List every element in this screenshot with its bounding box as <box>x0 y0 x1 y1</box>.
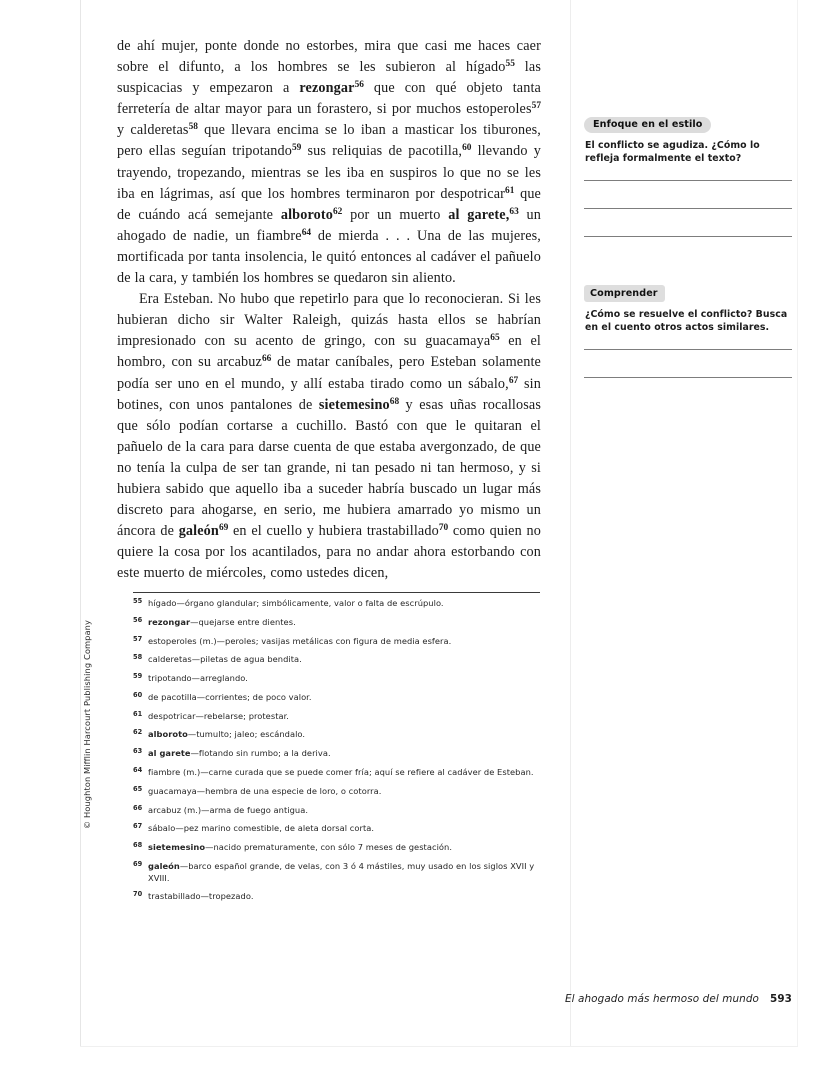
footnote-item <box>133 598 545 610</box>
glossary-term: rezongar <box>299 80 355 97</box>
footnote-definition: —arma de fuego antigua. <box>201 804 308 815</box>
page-number: 593 <box>769 993 792 1005</box>
footnote-definition: —piletas de agua bendita. <box>191 654 302 665</box>
footnote-definition: —hembra de una especie de loro, o cotorra. <box>196 785 382 796</box>
footnote-item <box>133 729 545 741</box>
answer-line[interactable] <box>584 180 792 181</box>
answer-line[interactable] <box>584 236 792 237</box>
footnote-definition: —pez marino comestible, de aleta dorsal corta. <box>175 823 375 834</box>
footnote-number: 55 <box>133 597 143 605</box>
footnote-item <box>133 891 545 903</box>
footnote-marker: 55 <box>505 59 515 70</box>
footnote-item <box>133 673 545 685</box>
footnote-number: 64 <box>133 766 143 775</box>
footnote-number: 59 <box>133 672 143 681</box>
footnote-item <box>133 636 545 648</box>
footnote-marker: 65 <box>490 333 500 344</box>
footnote-number: 58 <box>133 653 143 662</box>
footnote-definition: —tumulto; jaleo; escándalo. <box>187 729 306 740</box>
footnote-definition: —carne curada que se puede comer fría; aquí se refiere al cadáver de Esteban. <box>200 767 534 778</box>
footnote-number: 56 <box>133 615 143 624</box>
sidebar-box-comprender <box>584 281 792 378</box>
footnote-number: 68 <box>133 841 143 850</box>
footnote-item <box>133 692 545 704</box>
footnote-number: 65 <box>133 784 143 793</box>
footnote-number: 62 <box>133 728 143 737</box>
sidebar-box-enfoque-en-el-estilo <box>584 112 792 237</box>
answer-line[interactable] <box>584 349 792 350</box>
column-divider-rule <box>570 0 571 1046</box>
footnote-marker: 67 <box>508 375 519 386</box>
footnote-term: calderetas <box>148 654 192 665</box>
sidebar-prompt-text: El conflicto se agudiza. ¿Cómo lo refleja formalmente el texto? <box>585 140 760 165</box>
footnote-marker: 57 <box>531 101 541 112</box>
footnote-term: de pacotilla <box>148 691 197 702</box>
footnote-definition: —barco español grande, de velas, con 3 ó 4 mástiles, muy usado en los siglos XVII y XVIII. <box>148 860 535 883</box>
footnote-marker: 60 <box>462 143 472 154</box>
footnote-definition: —flotando sin rumbo; a la deriva. <box>190 748 331 759</box>
footer-story-title: El ahogado más hermoso del mundo <box>564 993 759 1005</box>
copyright-notice: © Houghton Mifflin Harcourt Publishing Company <box>82 620 92 830</box>
footnote-definition: —tropezado. <box>200 891 254 902</box>
footnote-term: galeón <box>148 860 180 871</box>
footnote-item <box>133 767 545 779</box>
footnote-marker: 56 <box>354 80 364 91</box>
footnote-marker: 69 <box>218 523 229 534</box>
answer-lines[interactable] <box>584 180 792 237</box>
body-paragraph: de ahí mujer, ponte donde no estorbes, mira que casi me haces caer sobre el difunto, a los hombres se les subieron al hígado$^{55}$ las suspicacias y empezaron a rezongar$^{56}$ que con qué objeto tanta ferretería de altar mayor para un forastero, si por muchos estoperoles$^{57}$ y calderetas$^{58}$ que llevara encima se lo iban a masticar los tiburones, pero ellas seguían tripotando$^{59}$ sus reliquias de pacotilla,$^{60}$ llevando y trayendo, tropezando, mientras se les iba en suspiros lo que no se les iba en lágrimas, así que los hombres terminaron por despotricar$^{61}$ que de cuándo acá semejante alboroto$^{62}$ por un muerto al garete,$^{63}$ un ahogado de nadie, un fiambre$^{64}$ de mierda . . . Una de las mujeres, mortificada por tanta insolencia, le quitó entonces al cadáver el pañuelo de la cara, y también los hombres se quedaron sin aliento. <box>117 38 541 287</box>
glossary-term: galeón <box>178 523 219 540</box>
footnote-marker: 61 <box>505 185 515 196</box>
footnote-definition: —arreglando. <box>191 673 248 684</box>
glossary-term: alboroto <box>280 206 333 223</box>
answer-lines[interactable] <box>584 349 792 378</box>
footnote-marker: 59 <box>292 143 302 154</box>
answer-line[interactable] <box>584 208 792 209</box>
sidebar-heading: Enfoque en el estilo <box>584 117 711 134</box>
footnote-marker: 62 <box>332 206 343 217</box>
footnote-term: sábalo <box>148 823 176 834</box>
footnote-number: 57 <box>133 634 143 643</box>
footnote-definition: —corrientes; de poco valor. <box>196 691 312 702</box>
sidebar-question-panel <box>584 112 792 378</box>
page-gutter-rule-left <box>80 0 81 1046</box>
footnote-marker: 63 <box>509 206 519 217</box>
footnote-marker: 64 <box>301 227 312 238</box>
footnote-marker: 68 <box>389 396 400 407</box>
footnote-term: alboroto <box>148 729 188 740</box>
footnote-item <box>133 748 545 760</box>
main-text-column <box>117 36 541 584</box>
footnote-number: 63 <box>133 747 143 756</box>
footnote-term: arcabuz (m.) <box>148 804 202 815</box>
footnote-number: 67 <box>133 822 143 831</box>
footnote-term: estoperoles (m.) <box>148 635 217 646</box>
glossary-term: sietemesino <box>318 396 390 413</box>
footnote-number: 60 <box>133 690 143 699</box>
sidebar-prompt-text: ¿Cómo se resuelve el conflicto? Busca en el cuento otros actos similares. <box>585 308 788 334</box>
footnote-separator-rule <box>133 592 540 593</box>
footnote-term: rezongar <box>148 616 191 627</box>
footnote-item <box>133 805 545 817</box>
page-edge-rule-right <box>797 0 798 1046</box>
footnote-item <box>133 823 545 835</box>
footnote-term: guacamaya <box>148 785 197 796</box>
page-footer <box>420 993 792 1005</box>
footnote-definition: —quejarse entre dientes. <box>190 616 296 627</box>
footnote-term: sietemesino <box>148 842 206 853</box>
footnote-item <box>133 861 545 884</box>
footnote-definition: —rebelarse; protestar. <box>195 710 289 721</box>
footnote-item <box>133 617 545 629</box>
footnote-term: fiambre (m.) <box>148 767 201 778</box>
footnote-marker: 70 <box>438 523 449 534</box>
footnote-number: 66 <box>133 803 143 812</box>
glossary-term: al garete, <box>448 206 510 223</box>
footnote-number: 61 <box>133 709 143 718</box>
sidebar-heading: Comprender <box>584 285 665 302</box>
footnote-marker: 66 <box>261 354 272 365</box>
footnote-term: tripotando <box>148 673 192 684</box>
answer-line[interactable] <box>584 377 792 378</box>
page-bottom-rule <box>80 1046 798 1047</box>
footnote-list <box>133 598 545 910</box>
footnote-term: al garete <box>148 748 191 759</box>
footnote-item <box>133 654 545 666</box>
body-paragraph: Era Esteban. No hubo que repetirlo para que lo reconocieran. Si les hubieran dicho sir Walter Raleigh, quizás hasta ellos se habrían impresionado con su acento de gringo, con su guacamaya$^{65}$ en el hombro, con su arcabuz$^{66}$ de matar caníbales, pero Esteban solamente podía ser uno en el mundo, y allí estaba tirado como un sábalo,$^{67}$ sin botines, con unos pantalones de sietemesino$^{68}$ y esas uñas rocallosas que sólo podían cortarse a cuchillo. Bastó con que le quitaran el pañuelo de la cara para darse cuenta de que estaba avergonzado, de que no tenía la culpa de ser tan grande, ni tan pesado ni tan hermoso, y si hubiera sabido que aquello iba a suceder habría buscado un lugar más discreto para ahogarse, en serio, me hubiera amarrado yo mismo un áncora de galeón$^{69}$ en el cuello y hubiera trastabillado$^{70}$ como quien no quiere la cosa por los acantilados, para no andar ahora estorbando con este muerto de miércoles, como ustedes dicen, <box>117 291 542 582</box>
footnote-definition: —órgano glandular; simbólicamente, valor o falta de escrúpulo. <box>176 598 444 608</box>
footnote-term: hígado <box>148 598 177 608</box>
footnote-item <box>133 711 545 723</box>
footnote-item <box>133 842 545 854</box>
footnote-definition: —nacido prematuramente, con sólo 7 meses de gestación. <box>205 842 453 853</box>
footnote-term: trastabillado <box>148 891 201 902</box>
footnote-marker: 58 <box>188 122 198 133</box>
footnote-number: 69 <box>133 859 143 868</box>
footnote-item <box>133 786 545 798</box>
footnote-term: despotricar <box>148 710 196 721</box>
footnote-definition: —peroles; vasijas metálicas con figura de media esfera. <box>216 635 452 646</box>
footnote-number: 70 <box>133 890 143 899</box>
